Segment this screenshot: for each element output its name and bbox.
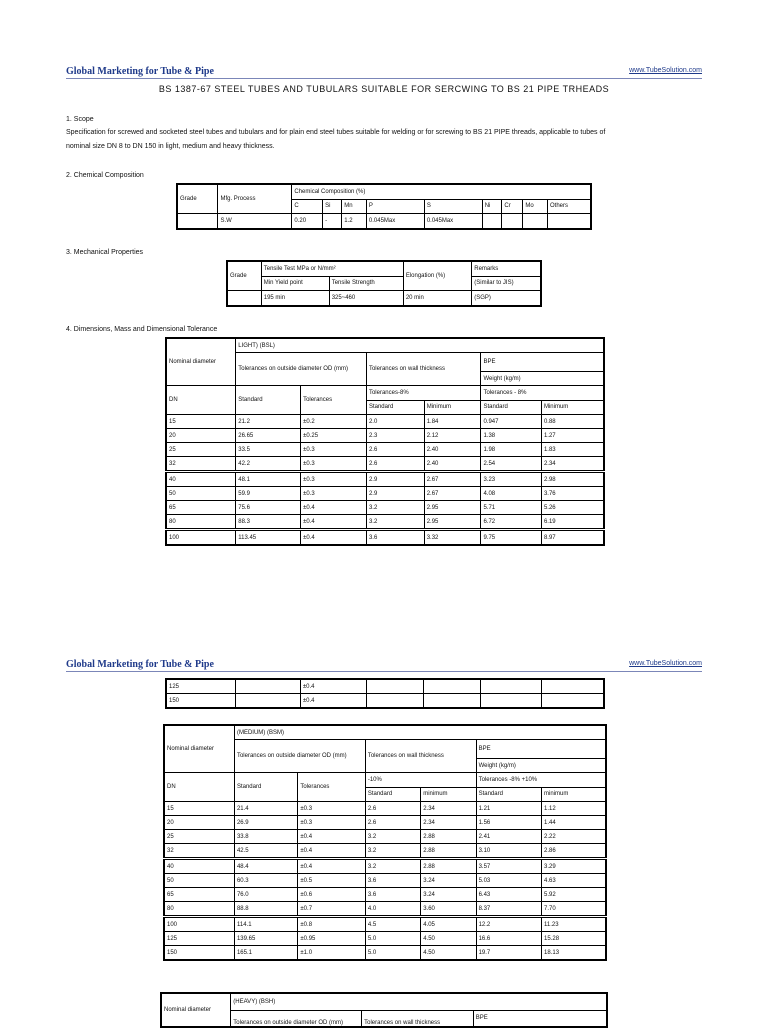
- table-cell: 40: [166, 472, 236, 487]
- table-cell: 3.2: [365, 830, 420, 844]
- table-cell: 25: [166, 443, 236, 457]
- header-divider: [66, 78, 702, 79]
- table-cell: 4.05: [421, 917, 476, 932]
- od-standard-header: Standard: [234, 773, 297, 802]
- table-cell: 100: [166, 530, 236, 546]
- table-cell: 12.2: [476, 917, 541, 932]
- table-cell: 125: [164, 932, 234, 946]
- table-row: [164, 888, 606, 902]
- mech-minyield-header: Min Yield point: [261, 276, 329, 291]
- chem-cell: -: [323, 214, 342, 230]
- chem-heading: 2. Chemical Composition: [66, 172, 144, 179]
- table-cell: 3.6: [366, 530, 424, 546]
- table-cell: 48.4: [234, 859, 297, 874]
- mech-cell: (SGP): [472, 291, 541, 307]
- table-row: [164, 802, 606, 816]
- table-cell: 1.12: [542, 802, 606, 816]
- table-cell: ±0.4: [298, 859, 365, 874]
- table-cell: 3.60: [421, 902, 476, 917]
- table-row: [166, 487, 604, 501]
- medium-label: (MEDIUM) (BSM): [234, 725, 606, 740]
- table-cell: 32: [164, 844, 234, 859]
- table-row: [166, 429, 604, 443]
- chem-cell: [548, 214, 592, 230]
- table-row: [164, 844, 606, 859]
- table-cell: 3.24: [421, 874, 476, 888]
- chem-col: P: [366, 199, 424, 214]
- light-dimensions-table: [165, 337, 605, 546]
- table-cell: 50: [166, 487, 236, 501]
- table-cell: 150: [164, 946, 234, 961]
- table-cell: 3.2: [366, 515, 424, 530]
- table-cell: ±0.8: [298, 917, 365, 932]
- table-cell: 5.03: [476, 874, 541, 888]
- table-cell: 2.3: [366, 429, 424, 443]
- tol-od-header: Tolerances on outside diameter OD (mm): [231, 1010, 362, 1027]
- table-row: [166, 501, 604, 515]
- chem-cell: [177, 214, 218, 230]
- table-cell: [424, 694, 481, 709]
- table-cell: 2.6: [365, 802, 420, 816]
- table-cell: 3.29: [542, 859, 606, 874]
- scope-text-line2: nominal size DN 8 to DN 150 in light, medium and heavy thickness.: [66, 143, 275, 150]
- website-link[interactable]: www.TubeSolution.com: [629, 67, 702, 74]
- wall-minimum-header: minimum: [421, 787, 476, 802]
- dn-header: DN: [166, 386, 236, 415]
- table-row: [166, 443, 604, 457]
- mech-remarks-sub: (Similar to JIS): [472, 276, 541, 291]
- chem-grade-header: Grade: [177, 184, 218, 214]
- table-cell: ±0.4: [300, 679, 366, 694]
- table-cell: 20: [164, 816, 234, 830]
- table-cell: 2.67: [424, 487, 481, 501]
- table-cell: ±0.3: [301, 472, 367, 487]
- table-row: [166, 679, 604, 694]
- table-cell: 6.19: [541, 515, 604, 530]
- table-cell: ±0.3: [301, 443, 367, 457]
- table-cell: ±0.7: [298, 902, 365, 917]
- table-cell: ±0.3: [298, 802, 365, 816]
- weight-standard-header: Standard: [476, 787, 541, 802]
- table-cell: 8.97: [541, 530, 604, 546]
- table-cell: 19.7: [476, 946, 541, 961]
- mechanical-properties-table: [226, 260, 542, 307]
- table-cell: ±0.2: [301, 415, 367, 429]
- nominal-diameter-header: Nominal diameter: [164, 725, 234, 773]
- table-cell: 21.2: [236, 415, 301, 429]
- table-cell: 2.6: [366, 443, 424, 457]
- table-cell: 3.2: [365, 859, 420, 874]
- table-cell: 2.86: [542, 844, 606, 859]
- medium-dimensions-table: [163, 724, 607, 961]
- table-cell: 21.4: [234, 802, 297, 816]
- table-cell: 5.71: [481, 501, 542, 515]
- table-cell: 50: [164, 874, 234, 888]
- light-continuation-table: [165, 678, 605, 709]
- table-cell: 3.2: [366, 501, 424, 515]
- table-cell: 2.95: [424, 515, 481, 530]
- table-cell: 2.6: [366, 457, 424, 472]
- weight-header: Weight (kg/m): [476, 759, 606, 773]
- table-row: [166, 530, 604, 546]
- table-cell: 3.2: [365, 844, 420, 859]
- table-cell: 5.92: [542, 888, 606, 902]
- table-cell: ±0.4: [301, 501, 367, 515]
- table-cell: 1.84: [424, 415, 481, 429]
- table-cell: 80: [164, 902, 234, 917]
- table-cell: 2.40: [424, 443, 481, 457]
- table-cell: 33.8: [234, 830, 297, 844]
- table-row: [166, 694, 604, 709]
- scope-text-line1: Specification for screwed and socketed steel tubes and tubulars and for plain end steel tubes suitable for welding or for screwing to BS 21 PIPE threads, applicable to tubes of: [66, 129, 606, 136]
- table-cell: 3.6: [365, 888, 420, 902]
- table-cell: 1.44: [542, 816, 606, 830]
- chem-cell: 1.2: [342, 214, 367, 230]
- table-row: [166, 515, 604, 530]
- table-cell: 75.6: [236, 501, 301, 515]
- table-cell: 2.54: [481, 457, 542, 472]
- table-cell: 88.8: [234, 902, 297, 917]
- table-row: [164, 917, 606, 932]
- weight-standard-header: Standard: [481, 400, 542, 415]
- tol-wall-header: Tolerances on wall thickness: [366, 353, 480, 386]
- table-cell: 1.27: [541, 429, 604, 443]
- wall-tol-header: Tolerances-8%: [366, 386, 480, 401]
- chem-group-header: Chemical Composition (%): [292, 184, 591, 199]
- table-cell: 88.3: [236, 515, 301, 530]
- chem-col: Si: [323, 199, 342, 214]
- table-cell: 65: [166, 501, 236, 515]
- table-row: [166, 415, 604, 429]
- chem-col: Cr: [502, 199, 523, 214]
- table-cell: 1.98: [481, 443, 542, 457]
- tol-od-header: Tolerances on outside diameter OD (mm): [236, 353, 367, 386]
- tol-od-header: Tolerances on outside diameter OD (mm): [234, 740, 365, 773]
- table-cell: ±0.5: [298, 874, 365, 888]
- weight-header: Weight (kg/m): [481, 372, 604, 386]
- table-cell: ±0.25: [301, 429, 367, 443]
- table-cell: 4.50: [421, 932, 476, 946]
- table-cell: 32: [166, 457, 236, 472]
- wall-standard-header: Standard: [366, 400, 424, 415]
- table-cell: 100: [164, 917, 234, 932]
- table-cell: 15.28: [542, 932, 606, 946]
- chem-col: Ni: [482, 199, 502, 214]
- table-cell: 2.34: [421, 802, 476, 816]
- table-cell: 25: [164, 830, 234, 844]
- table-cell: ±0.4: [298, 844, 365, 859]
- table-cell: 3.6: [365, 874, 420, 888]
- mech-cell: [227, 291, 261, 307]
- table-cell: 2.95: [424, 501, 481, 515]
- table-cell: ±0.95: [298, 932, 365, 946]
- scope-heading: 1. Scope: [66, 116, 94, 123]
- nominal-diameter-header: Nominal diameter: [166, 338, 236, 386]
- heavy-dimensions-table: [160, 992, 608, 1028]
- table-cell: 42.2: [236, 457, 301, 472]
- table-cell: 2.6: [365, 816, 420, 830]
- table-cell: 4.08: [481, 487, 542, 501]
- table-cell: 9.75: [481, 530, 542, 546]
- table-cell: 1.83: [541, 443, 604, 457]
- chemical-composition-table: [176, 183, 592, 230]
- table-cell: 26.65: [236, 429, 301, 443]
- website-link-page2[interactable]: www.TubeSolution.com: [629, 660, 702, 667]
- table-cell: ±0.6: [298, 888, 365, 902]
- header-divider-page2: [66, 671, 702, 672]
- table-row: [166, 457, 604, 472]
- mech-grade-header: Grade: [227, 261, 261, 291]
- table-cell: 80: [166, 515, 236, 530]
- table-cell: 5.0: [365, 946, 420, 961]
- medium-rows: [164, 802, 606, 961]
- mech-remarks-header: Remarks: [472, 261, 541, 276]
- table-cell: 40: [164, 859, 234, 874]
- table-cell: ±0.3: [301, 487, 367, 501]
- weight-tol-header: Tolerances - 8%: [481, 386, 604, 401]
- od-tolerances-header: Tolerances: [298, 773, 365, 802]
- table-row: [164, 830, 606, 844]
- chem-cell: S.W: [218, 214, 292, 230]
- document-title: BS 1387-67 STEEL TUBES AND TUBULARS SUITABLE FOR SERCWING TO BS 21 PIPE TRHEADS: [158, 84, 610, 94]
- mech-tensile-header: Tensile Test MPa or N/mm²: [261, 261, 403, 276]
- wall-tol-header: -10%: [365, 773, 476, 788]
- table-cell: [481, 679, 542, 694]
- table-cell: 2.34: [421, 816, 476, 830]
- table-cell: 16.6: [476, 932, 541, 946]
- table-cell: 4.63: [542, 874, 606, 888]
- table-cell: 26.9: [234, 816, 297, 830]
- light-label: LIGHT) (BSL): [236, 338, 604, 353]
- heavy-label: (HEAVY) (BSH): [231, 993, 607, 1010]
- table-cell: ±0.3: [301, 457, 367, 472]
- table-cell: 3.32: [424, 530, 481, 546]
- chem-cell: 0.045Max: [366, 214, 424, 230]
- table-row: [164, 946, 606, 961]
- table-cell: 4.5: [365, 917, 420, 932]
- table-cell: ±0.4: [300, 694, 366, 709]
- table-cell: 3.10: [476, 844, 541, 859]
- table-cell: 33.5: [236, 443, 301, 457]
- company-name: Global Marketing for Tube & Pipe: [66, 66, 214, 77]
- table-cell: 76.0: [234, 888, 297, 902]
- chem-cell: [523, 214, 548, 230]
- table-cell: 3.24: [421, 888, 476, 902]
- bpe-header: BPE: [476, 740, 606, 759]
- chem-cell: [482, 214, 502, 230]
- table-cell: 5.26: [541, 501, 604, 515]
- table-cell: ±1.0: [298, 946, 365, 961]
- table-cell: 60.3: [234, 874, 297, 888]
- table-cell: 5.0: [365, 932, 420, 946]
- table-row: [166, 472, 604, 487]
- table-cell: [541, 679, 604, 694]
- light-rows: [166, 415, 604, 546]
- table-cell: 65: [164, 888, 234, 902]
- tol-wall-header: Tolerances on wall thickness: [365, 740, 476, 773]
- table-cell: 2.88: [421, 859, 476, 874]
- table-cell: 20: [166, 429, 236, 443]
- chem-col: S: [424, 199, 482, 214]
- nominal-diameter-header: Nominal diameter: [161, 993, 231, 1027]
- chem-process-header: Mfg. Process: [218, 184, 292, 214]
- table-cell: 139.65: [234, 932, 297, 946]
- table-row: [164, 932, 606, 946]
- table-cell: 6.72: [481, 515, 542, 530]
- table-cell: 8.37: [476, 902, 541, 917]
- table-cell: 3.76: [541, 487, 604, 501]
- table-cell: 2.12: [424, 429, 481, 443]
- table-cell: 7.70: [542, 902, 606, 917]
- table-cell: 11.23: [542, 917, 606, 932]
- table-row: [164, 902, 606, 917]
- table-cell: [236, 679, 301, 694]
- table-cell: 114.1: [234, 917, 297, 932]
- table-cell: 2.9: [366, 472, 424, 487]
- table-cell: [541, 694, 604, 709]
- table-cell: 3.57: [476, 859, 541, 874]
- table-row: [164, 874, 606, 888]
- table-cell: 15: [164, 802, 234, 816]
- table-cell: ±0.4: [298, 830, 365, 844]
- table-cell: ±0.4: [301, 530, 367, 546]
- weight-minimum-header: minimum: [542, 787, 606, 802]
- table-cell: 1.38: [481, 429, 542, 443]
- mech-cell: 20 min: [403, 291, 471, 307]
- table-cell: 2.88: [421, 830, 476, 844]
- table-cell: 1.56: [476, 816, 541, 830]
- company-name-page2: Global Marketing for Tube & Pipe: [66, 659, 214, 670]
- table-cell: 2.98: [541, 472, 604, 487]
- chem-cell: 0.20: [292, 214, 323, 230]
- table-cell: 0.88: [541, 415, 604, 429]
- table-cell: 150: [166, 694, 236, 709]
- chem-col: C: [292, 199, 323, 214]
- light-cont-rows: [166, 679, 604, 708]
- table-cell: [424, 679, 481, 694]
- mech-tstrength-header: Tensile Strength: [329, 276, 403, 291]
- table-cell: [366, 679, 424, 694]
- table-cell: 4.50: [421, 946, 476, 961]
- tol-wall-header: Tolerances on wall thickness: [362, 1010, 474, 1027]
- weight-minimum-header: Minimum: [541, 400, 604, 415]
- chem-col: Mo: [523, 199, 548, 214]
- dn-header: DN: [164, 773, 234, 802]
- mech-cell: 195 min: [261, 291, 329, 307]
- table-row: [164, 859, 606, 874]
- table-cell: ±0.4: [301, 515, 367, 530]
- table-cell: 2.34: [541, 457, 604, 472]
- od-standard-header: Standard: [236, 386, 301, 415]
- table-cell: 2.0: [366, 415, 424, 429]
- mech-elong-header: Elongation (%): [403, 261, 471, 291]
- table-cell: 18.13: [542, 946, 606, 961]
- table-cell: 4.0: [365, 902, 420, 917]
- od-tolerances-header: Tolerances: [301, 386, 367, 415]
- mech-cell: 325~460: [329, 291, 403, 307]
- table-cell: [481, 694, 542, 709]
- bpe-header: BPE: [481, 353, 604, 372]
- chem-col: Mn: [342, 199, 367, 214]
- table-cell: 2.88: [421, 844, 476, 859]
- table-cell: ±0.3: [298, 816, 365, 830]
- table-cell: 6.43: [476, 888, 541, 902]
- table-row: [164, 816, 606, 830]
- table-cell: [366, 694, 424, 709]
- mech-heading: 3. Mechanical Properties: [66, 249, 144, 256]
- table-cell: 1.21: [476, 802, 541, 816]
- table-cell: 2.9: [366, 487, 424, 501]
- table-cell: 165.1: [234, 946, 297, 961]
- table-cell: 125: [166, 679, 236, 694]
- chem-cell: 0.045Max: [424, 214, 482, 230]
- wall-minimum-header: Minimum: [424, 400, 481, 415]
- table-cell: 2.22: [542, 830, 606, 844]
- chem-col: Others: [548, 199, 592, 214]
- table-cell: 2.40: [424, 457, 481, 472]
- table-cell: 0.947: [481, 415, 542, 429]
- table-cell: 113.45: [236, 530, 301, 546]
- bpe-header: BPE: [473, 1010, 607, 1027]
- table-cell: 2.41: [476, 830, 541, 844]
- table-cell: 42.5: [234, 844, 297, 859]
- wall-standard-header: Standard: [365, 787, 420, 802]
- table-cell: 15: [166, 415, 236, 429]
- chem-cell: [502, 214, 523, 230]
- table-cell: [236, 694, 301, 709]
- table-cell: 59.9: [236, 487, 301, 501]
- dims-heading: 4. Dimensions, Mass and Dimensional Tolerance: [66, 326, 218, 333]
- table-cell: 3.23: [481, 472, 542, 487]
- weight-tol-header: Tolerances -8% +10%: [476, 773, 606, 788]
- table-cell: 2.67: [424, 472, 481, 487]
- table-cell: 48.1: [236, 472, 301, 487]
